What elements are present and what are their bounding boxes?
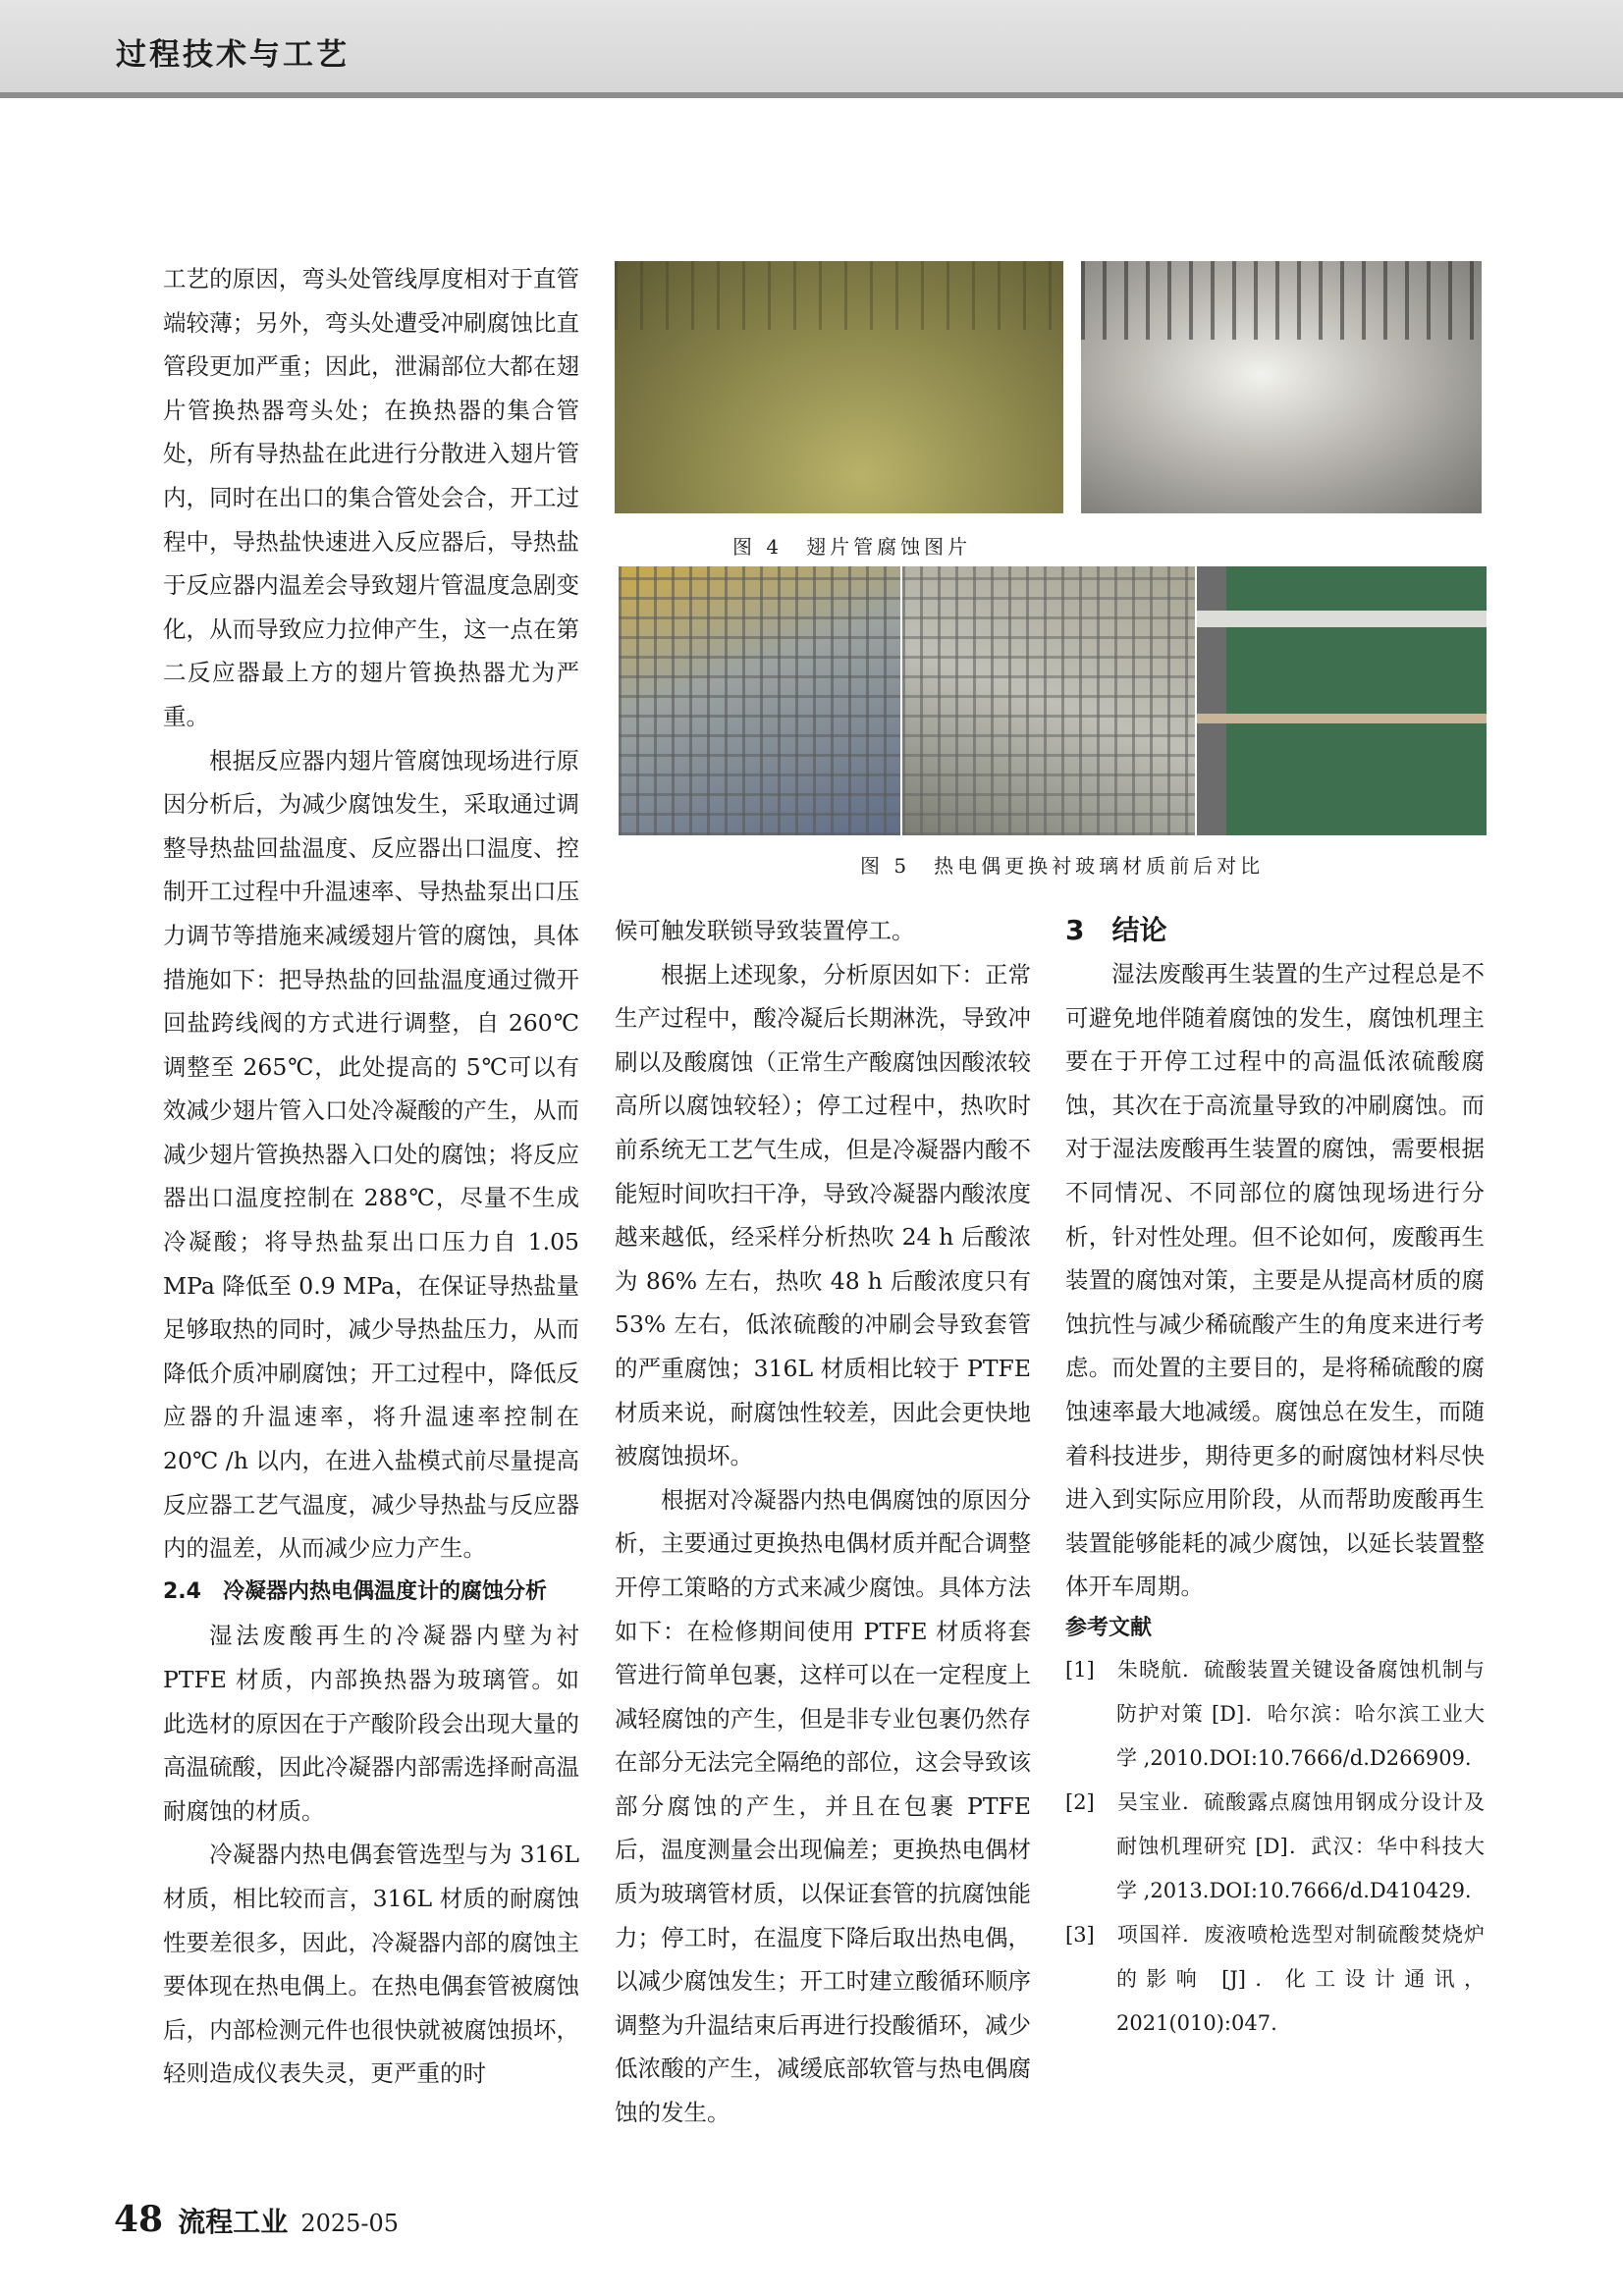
- column-left: [163, 257, 579, 2096]
- reference-item: [2] 吴宝业．硫酸露点腐蚀用钢成分设计及耐蚀机理研究 [D]．武汉：华中科技大学 ,2013.DOI:10.7666/d.D410429.: [1065, 1789, 1485, 1902]
- journal-name: 流程工业: [178, 2206, 289, 2238]
- reference-item: [1] 朱晓航．硫酸装置关键设备腐蚀机制与防护对策 [D]．哈尔滨：哈尔滨工业大学 ,2010.DOI:10.7666/d.D266909.: [1065, 1657, 1485, 1770]
- page-footer: [114, 2199, 399, 2240]
- paragraph: 湿法废酸再生装置的生产过程总是不可避免地伴随着腐蚀的发生，腐蚀机理主要在于开停工过程中的高温低浓硫酸腐蚀，其次在于高流量导致的冲刷腐蚀。而对于湿法废酸再生装置的腐蚀，需要根据不同情况、不同部位的腐蚀现场进行分析，针对性处理。但不论如何，废酸再生装置的腐蚀对策，主要是从提高材质的腐蚀抗性与减少稀硫酸产生的角度来进行考虑。而处置的主要目的，是将稀硫酸的腐蚀速率最大地减缓。腐蚀总在发生，而随着科技进步，期待更多的耐腐蚀材料尽快进入到实际应用阶段，从而帮助废酸再生装置能够能耗的减少腐蚀，以延长装置整体开车周期。: [1065, 960, 1485, 1601]
- column-right: [1065, 909, 1485, 2046]
- section-heading-2-4: 2.4 冷凝器内热电偶温度计的腐蚀分析: [163, 1578, 547, 1604]
- figure-5-photo-1: [619, 566, 900, 835]
- figure-4-caption: 图 4 翅片管腐蚀图片: [732, 535, 972, 559]
- figure-5-photo-2: [902, 566, 1195, 835]
- paragraph: 冷凝器内热电偶套管选型与为 316L 材质，相比较而言，316L 材质的耐腐蚀性要差很多，因此，冷凝器内部的腐蚀主要体现在热电偶上。在热电偶套管被腐蚀后，内部检测元件也很快就被腐蚀损坏，轻则造成仪表失灵，更严重的时: [163, 1841, 579, 2088]
- paragraph: 湿法废酸再生的冷凝器内壁为衬 PTFE 材质，内部换热器为玻璃管。如此选材的原因在于产酸阶段会出现大量的高温硫酸，因此冷凝器内部需选择耐高温耐腐蚀的材质。: [163, 1622, 579, 1825]
- figure-4-photo-left: [615, 261, 1063, 513]
- paragraph: 工艺的原因，弯头处管线厚度相对于直管端较薄；另外，弯头处遭受冲刷腐蚀比直管段更加严重；因此，泄漏部位大都在翅片管换热器弯头处；在换热器的集合管处，所有导热盐在此进行分散进入翅片管内，同时在出口的集合管处会合，开工过程中，导热盐快速进入反应器后，导热盐于反应器内温差会导致翅片管温度急剧变化，从而导致应力拉伸产生，这一点在第二反应器最上方的翅片管换热器尤为严重。: [163, 265, 579, 730]
- issue-date: 2025-05: [300, 2210, 400, 2237]
- column-middle: [615, 909, 1031, 2135]
- page-number: 48: [114, 2199, 164, 2240]
- reference-item: [3] 项国祥．废液喷枪选型对制硫酸焚烧炉的影响 [J]．化工设计通讯，2021(010):047.: [1065, 1922, 1485, 2035]
- section-heading-3: 3 结论: [1065, 914, 1167, 946]
- running-header: [0, 0, 1623, 98]
- figure-4-photo-right: [1081, 261, 1482, 513]
- figure-5-photo-3: [1197, 566, 1487, 835]
- paragraph: 候可触发联锁导致装置停工。: [615, 917, 915, 944]
- paragraph: 根据上述现象，分析原因如下：正常生产过程中，酸冷凝后长期淋洗，导致冲刷以及酸腐蚀（正常生产酸腐蚀因酸浓较高所以腐蚀较轻）；停工过程中，热吹时前系统无工艺气生成，但是冷凝器内酸不能短时间吹扫干净，导致冷凝器内酸浓度越来越低，经采样分析热吹 24 h 后酸浓为 86% 左右，热吹 48 h 后酸浓度只有 53% 左右，低浓硫酸的冲刷会导致套管的严重腐蚀；316L 材质相比较于 PTFE 材质来说，耐腐蚀性较差，因此会更快地被腐蚀损坏。: [615, 960, 1031, 1470]
- figure-5-caption: 图 5 热电偶更换衬玻璃材质前后对比: [860, 854, 1265, 878]
- paragraph: 根据对冷凝器内热电偶腐蚀的原因分析，主要通过更换热电偶材质并配合调整开停工策略的方式来减少腐蚀。具体方法如下：在检修期间使用 PTFE 材质将套管进行简单包裹，这样可以在一定程度上减轻腐蚀的产生，但是非专业包裹仍然存在部分无法完全隔绝的部位，这会导致该部分腐蚀的产生，并且在包裹 PTFE 后，温度测量会出现偏差；更换热电偶材质为玻璃管材质，以保证套管的抗腐蚀能力；停工时，在温度下降后取出热电偶，以减少腐蚀发生；开工时建立酸循环顺序调整为升温结束后再进行投酸循环，减少低浓酸的产生，减缓底部软管与热电偶腐蚀的发生。: [615, 1485, 1031, 2127]
- references-heading: 参考文献: [1065, 1615, 1153, 1640]
- paragraph: 根据反应器内翅片管腐蚀现场进行原因分析后，为减少腐蚀发生，采取通过调整导热盐回盐温度、反应器出口温度、控制开工过程中升温速率、导热盐泵出口压力调节等措施来减缓翅片管的腐蚀，具体措施如下：把导热盐的回盐温度通过微开回盐跨线阀的方式进行调整，自 260℃ 调整至 265℃，此处提高的 5℃可以有效减少翅片管入口处冷凝酸的产生，从而减少翅片管换热器入口处的腐蚀；将反应器出口温度控制在 288℃，尽量不生成冷凝酸；将导热盐泵出口压力自 1.05 MPa 降低至 0.9 MPa，在保证导热盐量足够取热的同时，减少导热盐压力，从而降低介质冲刷腐蚀；开工过程中，降低反应器的升温速率，将升温速率控制在 20℃ /h 以内，在进入盐模式前尽量提高反应器工艺气温度，减少导热盐与反应器内的温差，从而减少应力产生。: [163, 746, 579, 1563]
- section-title: 过程技术与工艺: [116, 37, 350, 73]
